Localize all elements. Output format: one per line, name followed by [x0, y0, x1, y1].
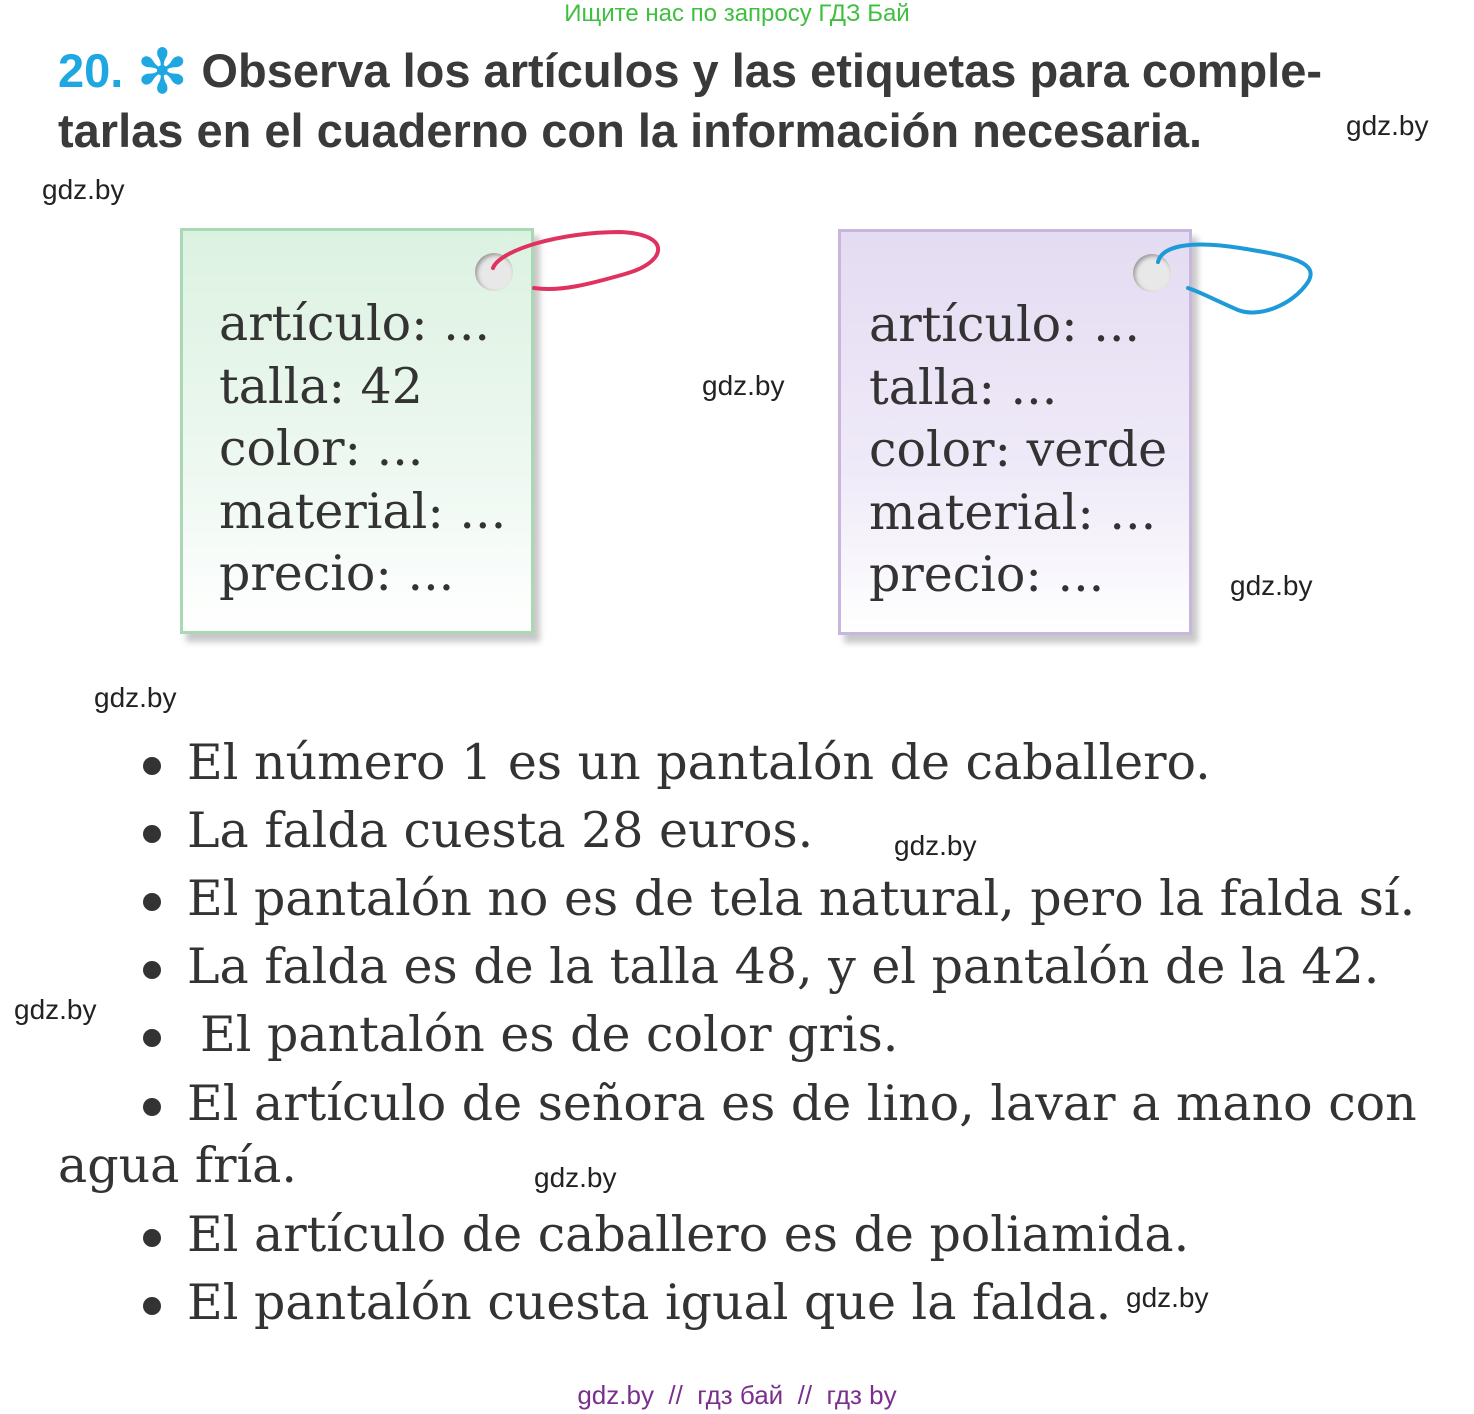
clue-item: El pantalón no es de tela natural, pero la falda sí.: [187, 870, 1416, 927]
exercise-number: 20.: [58, 44, 124, 97]
title-line-1: Observa los artículos y las etiquetas para comple-: [201, 44, 1323, 97]
title-line-2: tarlas en el cuaderno con la información necesaria.: [58, 104, 1203, 157]
tag-field-articulo: artículo: ...: [219, 295, 490, 352]
clue-item: El pantalón es de color gris.: [200, 1006, 899, 1063]
asterisk-icon: ✻: [136, 38, 189, 107]
bullet-icon: [143, 1029, 161, 1047]
top-banner[interactable]: Ищите нас по запросу ГДЗ Бай: [564, 0, 910, 27]
tag-field-color: color: verde: [869, 421, 1168, 478]
tag-hole-icon: [475, 253, 513, 291]
watermark: gdz.by: [1230, 570, 1313, 601]
watermark: gdz.by: [42, 174, 125, 205]
exercise-title: [58, 38, 1438, 160]
watermark: gdz.by: [14, 994, 97, 1025]
watermark: gdz.by: [534, 1162, 617, 1193]
bullet-icon: [143, 1297, 161, 1315]
tag-field-color: color: ...: [219, 420, 424, 477]
watermark: gdz.by: [1346, 110, 1429, 141]
watermark: gdz.by: [1126, 1282, 1209, 1313]
bullet-icon: [143, 893, 161, 911]
bullet-icon: [143, 757, 161, 775]
bullet-icon: [143, 1098, 161, 1116]
tag-hole-icon: [1133, 254, 1171, 292]
label-tag-1: [180, 228, 534, 634]
tag-field-talla: talla: 42: [219, 357, 423, 415]
tag-field-precio: precio: ...: [869, 546, 1105, 603]
tag-field-talla: talla: ...: [869, 358, 1058, 416]
tag-field-precio: precio: ...: [219, 545, 455, 602]
clue-item: La falda cuesta 28 euros.: [187, 802, 814, 859]
label-tag-2: [838, 229, 1192, 635]
bullet-icon: [143, 1229, 161, 1247]
tag-field-articulo: artículo: ...: [869, 296, 1140, 353]
clue-item: El artículo de señora es de lino, lavar a mano con: [187, 1075, 1417, 1132]
footer-links[interactable]: gdz.by // гдз бай // гдз by: [577, 1380, 897, 1410]
clue-item: El artículo de caballero es de poliamida.: [187, 1206, 1190, 1263]
clue-item-continuation: agua fría.: [58, 1137, 297, 1194]
clue-item: El pantalón cuesta igual que la falda.: [187, 1274, 1112, 1331]
watermark: gdz.by: [702, 370, 785, 401]
tag-field-material: material: ...: [869, 483, 1157, 541]
clue-item: La falda es de la talla 48, y el pantalón de la 42.: [187, 938, 1380, 995]
watermark: gdz.by: [94, 682, 177, 713]
clue-item: El número 1 es un pantalón de caballero.: [187, 734, 1211, 791]
watermark: gdz.by: [894, 830, 977, 861]
bullet-icon: [143, 825, 161, 843]
tag-field-material: material: ...: [219, 482, 507, 540]
bullet-icon: [143, 961, 161, 979]
